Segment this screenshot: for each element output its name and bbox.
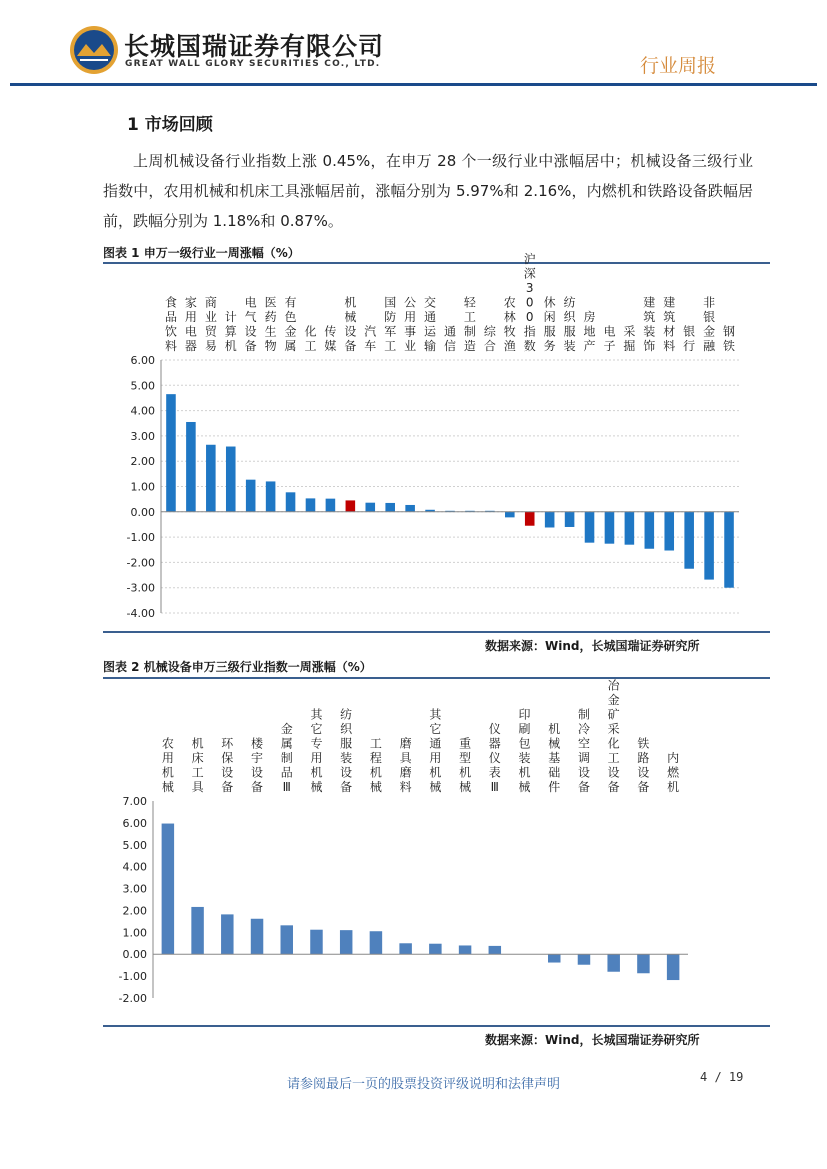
- category-label: 电子: [603, 324, 616, 353]
- category-label: 通信: [443, 324, 457, 353]
- paragraph-text: 上周机械设备行业指数上涨 0.45%，在申万 28 个一级行业中涨幅居中；机械设备三级行业指数中，农用机械和机床工具涨幅居前，涨幅分别为 5.97%和 2.16%，内燃机和铁路设备跌幅居前，跌幅分别为 1.18%和 0.87%。: [103, 152, 753, 230]
- bar: [266, 481, 276, 511]
- section-paragraph: [103, 146, 753, 236]
- bar: [459, 945, 471, 954]
- figure-2-title: 图表 2 机械设备申万三级行业指数一周涨幅（%）: [103, 660, 372, 674]
- y-tick-label: -4.00: [126, 607, 155, 620]
- bar: [545, 512, 555, 528]
- y-tick-label: 3.00: [130, 429, 155, 443]
- bar: [370, 931, 382, 954]
- section-title: 1 市场回顾: [127, 115, 213, 135]
- bar: [346, 500, 356, 511]
- bar: [399, 943, 411, 954]
- company-name-cn: 长城国瑞证券有限公司: [124, 32, 385, 61]
- category-label: 商业贸易: [204, 295, 217, 353]
- category-label: 非银金融: [703, 295, 716, 353]
- category-label: 综合: [483, 324, 496, 353]
- bar: [166, 394, 176, 512]
- y-tick-label: 5.00: [130, 379, 155, 393]
- y-tick-label: 1.00: [122, 926, 147, 940]
- figure-1-title: 图表 1 申万一级行业一周涨幅（%）: [103, 246, 300, 260]
- bar: [306, 498, 316, 511]
- category-label: 建筑装饰: [643, 295, 656, 353]
- category-label: 电气设备: [244, 295, 257, 353]
- category-label: 金属制品 Ⅲ: [280, 722, 293, 794]
- y-tick-label: 2.00: [122, 904, 147, 918]
- y-tick-label: 3.00: [122, 882, 147, 896]
- y-tick-label: 1.00: [130, 480, 155, 494]
- category-label: 沪深 3 0 0 指数: [523, 252, 536, 353]
- bar: [667, 954, 679, 980]
- bar: [489, 946, 501, 954]
- y-tick-label: 4.00: [122, 860, 147, 874]
- y-tick-label: -1.00: [126, 531, 155, 545]
- category-label: 公用事业: [404, 295, 417, 353]
- bar: [405, 505, 415, 512]
- bar: [565, 512, 575, 527]
- category-label: 食品饮料: [164, 295, 177, 353]
- y-tick-label: 7.00: [122, 795, 147, 808]
- category-label: 重型机械: [459, 736, 472, 794]
- y-tick-label: 4.00: [130, 404, 155, 418]
- bar: [206, 445, 216, 512]
- category-label: 汽车: [364, 324, 377, 353]
- category-label: 钢铁: [723, 324, 736, 353]
- bar: [637, 954, 649, 973]
- bar: [684, 512, 694, 569]
- category-label: 建筑材料: [663, 295, 676, 353]
- bar: [548, 954, 560, 962]
- category-label: 家用电器: [184, 295, 197, 353]
- category-label: 制冷空调设备: [577, 707, 590, 794]
- bar: [724, 512, 734, 588]
- bar: [191, 907, 203, 954]
- bar: [429, 944, 441, 955]
- bar: [645, 512, 655, 549]
- category-label: 其它专用机械: [310, 707, 323, 794]
- category-label: 机械基础件: [548, 722, 561, 794]
- category-label: 冶金矿采化工设备: [607, 678, 620, 794]
- bar: [162, 824, 174, 955]
- category-label: 农林牧渔: [503, 295, 516, 353]
- category-label: 纺织服装设备: [340, 707, 353, 794]
- category-label: 国防军工: [384, 295, 397, 353]
- category-label: 环保设备: [221, 736, 234, 794]
- page-header: [0, 0, 827, 90]
- company-logo-icon: [68, 24, 120, 76]
- category-label: 磨具磨料: [399, 736, 412, 794]
- category-label: 化工: [304, 324, 317, 353]
- bar: [365, 503, 375, 512]
- figure-2-source: 数据来源：Wind，长城国瑞证券研究所: [485, 1033, 700, 1047]
- bar: [607, 954, 619, 972]
- figure-1-source: 数据来源：Wind，长城国瑞证券研究所: [485, 639, 700, 653]
- bar: [585, 512, 595, 543]
- figure-1-top-rule: [103, 262, 770, 264]
- category-label: 纺织服装: [563, 295, 576, 353]
- y-tick-label: 0.00: [130, 505, 155, 519]
- category-label: 房地产: [583, 310, 596, 353]
- company-name-en: GREAT WALL GLORY SECURITIES CO., LTD.: [125, 59, 381, 69]
- bar: [578, 954, 590, 965]
- bar: [704, 512, 714, 580]
- figure-2-top-rule: [103, 677, 770, 679]
- category-label: 计算机: [224, 310, 237, 353]
- figure-2-bottom-rule: [103, 1025, 770, 1027]
- header-divider: [10, 83, 817, 86]
- bar: [221, 914, 233, 954]
- bar: [326, 499, 336, 512]
- category-label: 印刷包装机械: [518, 707, 531, 794]
- category-label: 采掘: [623, 324, 636, 353]
- page-number: 4 / 19: [700, 1070, 744, 1084]
- bar: [664, 512, 674, 551]
- category-label: 内燃机: [667, 751, 680, 794]
- y-tick-label: -1.00: [118, 970, 147, 984]
- bar: [281, 925, 293, 954]
- figure-1-bottom-rule: [103, 631, 770, 633]
- category-label: 传媒: [324, 324, 337, 353]
- bar: [385, 503, 395, 512]
- category-label: 银行: [683, 324, 696, 353]
- y-tick-label: 6.00: [130, 354, 155, 367]
- bar: [251, 919, 263, 954]
- category-label: 机床工具: [191, 736, 204, 794]
- bar: [505, 512, 515, 518]
- category-label: 轻工制造: [463, 295, 476, 353]
- report-type-label: 行业周报: [640, 55, 717, 77]
- bar: [226, 447, 236, 512]
- bar: [186, 422, 196, 512]
- category-label: 农用机械: [161, 736, 174, 794]
- figure-2-chart: [103, 678, 770, 1025]
- y-tick-label: -3.00: [126, 581, 155, 595]
- category-label: 机械设备: [344, 295, 357, 353]
- bar: [310, 930, 322, 955]
- bar: [246, 480, 256, 512]
- category-label: 其它通用机械: [429, 707, 442, 794]
- y-tick-label: -2.00: [118, 992, 147, 1005]
- bar: [605, 512, 615, 544]
- y-tick-label: 5.00: [122, 838, 147, 852]
- y-tick-label: 2.00: [130, 455, 155, 469]
- category-label: 医药生物: [264, 295, 277, 353]
- bar: [340, 930, 352, 954]
- category-label: 楼宇设备: [251, 736, 264, 794]
- bar: [525, 512, 535, 526]
- category-label: 有色金属: [284, 295, 297, 353]
- category-label: 交通运输: [424, 295, 437, 353]
- category-label: 铁路设备: [637, 736, 650, 794]
- y-tick-label: 0.00: [122, 948, 147, 962]
- category-label: 仪器仪表 Ⅲ: [488, 722, 501, 794]
- category-label: 休闲服务: [543, 295, 556, 353]
- y-tick-label: -2.00: [126, 556, 155, 570]
- bar: [625, 512, 635, 545]
- y-tick-label: 6.00: [122, 816, 147, 830]
- bar: [286, 492, 296, 511]
- footer-disclaimer: 请参阅最后一页的股票投资评级说明和法律声明: [287, 1077, 561, 1092]
- category-label: 工程机械: [369, 736, 382, 794]
